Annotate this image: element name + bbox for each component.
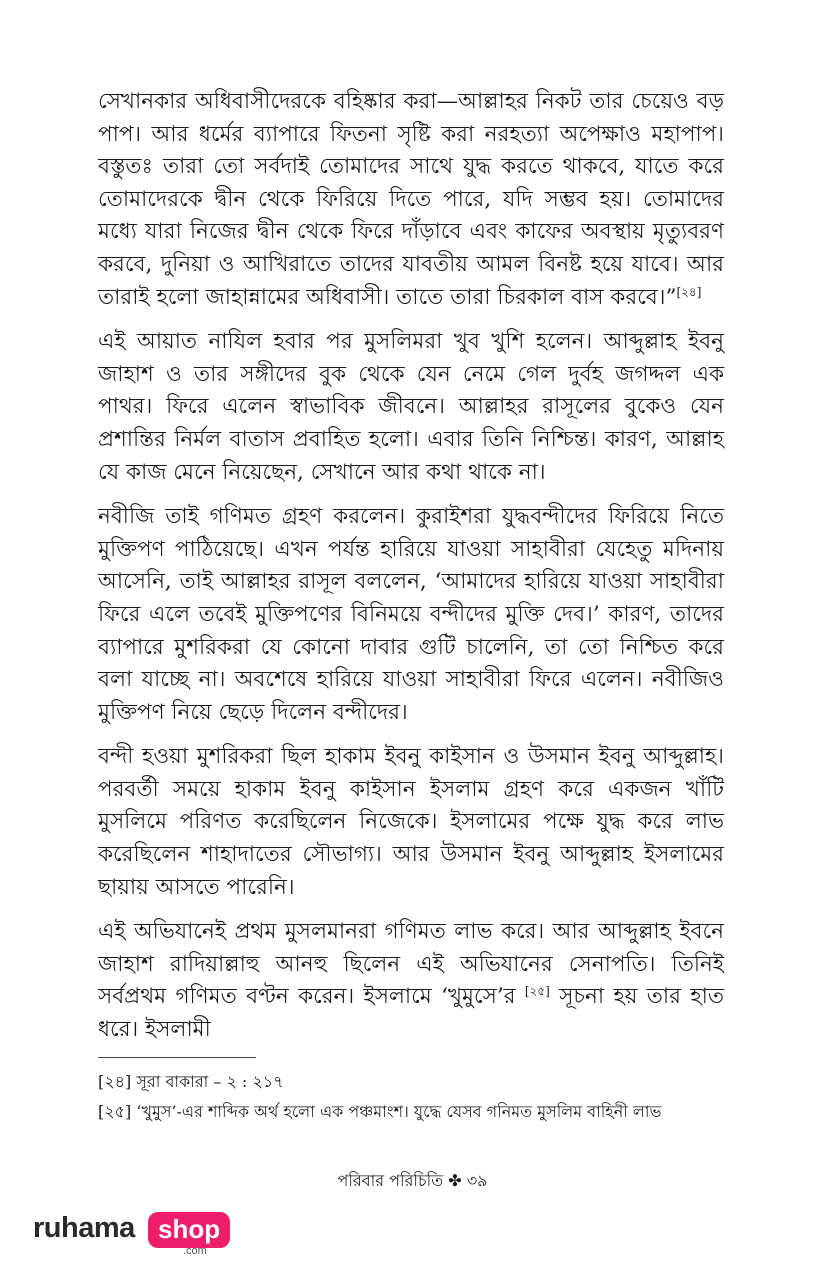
logo-shop-badge: shop	[148, 1212, 230, 1248]
paragraph-4: বন্দী হওয়া মুশরিকরা ছিল হাকাম ইবনু কাইসান ও উসমান ইবনু আব্দুল্লাহ। পরবর্তী সময়ে হাকাম ইবনু কাইসান ইসলাম গ্রহণ করে একজন খাঁটি মুসলিমে পরিণত করেছিলেন নিজেকে। ইসলামের পক্ষে যুদ্ধ করে লাভ করেছিলেন শাহাদাতের সৌভাগ্য। আর উসমান ইবনু আব্দুল্লাহ ইসলামের ছায়ায় আসতে পারেনি।	[98, 744, 724, 900]
footnote-25: [২৫] ‘খুমুস’-এর শাব্দিক অর্থ হলো এক পঞ্চমাংশ। যুদ্ধে যেসব গনিমত মুসলিম বাহিনী লাভ	[98, 1102, 662, 1121]
paragraph-5-text-a: এই অভিযানেই প্রথম মুসলমানরা গণিমত লাভ করে। আর আব্দুল্লাহ ইবনে জাহাশ রাদিয়াল্লাহু আনহু ছিলেন এই অভিযানের সেনাপতি। তিনিই সর্বপ্রথম গণিমত বণ্টন করেন। ইসলামে ‘খুমুসে’র	[98, 919, 724, 1010]
paragraph-1-text: সেখানকার অধিবাসীদেরকে বহিষ্কার করা—আল্লাহর নিকট তার চেয়েও বড় পাপ। আর ধর্মের ব্যাপারে ফিতনা সৃষ্টি করা নরহত্যা অপেক্ষাও মহাপাপ। বস্তুতঃ তারা তো সর্বদাই তোমাদের সাথে যুদ্ধ করতে থাকবে, যাতে করে তোমাদেরকে দ্বীন থেকে ফিরিয়ে দিতে পারে, যদি সম্ভব হয়। তোমাদের মধ্যে যারা নিজের দ্বীন থেকে ফিরে দাঁড়াবে এবং কাফের অবস্থায় মৃত্যুবরণ করবে, দুনিয়া ও আখিরাতে তাদের যাবতীয় আমল বিনষ্ট হয়ে যাবে। আর তারাই হলো জাহান্নামের অধিবাসী। তাতে তারা চিরকাল বাস করবে।”	[98, 89, 724, 310]
footnote-24: [২৪] সূরা বাকারা – ২ : ২১৭	[98, 1072, 284, 1091]
logo-domain: .com	[183, 1245, 207, 1257]
page-footer: পরিবার পরিচিতি ✤ ৩৯	[337, 1171, 488, 1190]
paragraph-1	[98, 86, 724, 314]
paragraph-2: এই আয়াত নাযিল হবার পর মুসলিমরা খুব খুশি হলেন। আব্দুল্লাহ ইবনু জাহাশ ও তার সঙ্গীদের বুক থেকে যেন নেমে গেল দুর্বহ জগদ্দল এক পাথর। ফিরে এলেন স্বাভাবিক জীবনে। আল্লাহর রাসূলের বুকেও যেন প্রশান্তির নির্মল বাতাস প্রবাহিত হলো। এবার তিনি নিশ্চিন্ত। কারণ, আল্লাহ যে কাজ মেনে নিয়েছেন, সেখানে আর কথা থাকে না।	[98, 329, 724, 485]
footnote-divider	[98, 1057, 256, 1058]
footnote-ref-24[interactable]: [২৪]	[676, 284, 702, 299]
footnote-ref-25[interactable]: [২৫]	[524, 984, 550, 999]
page-body	[98, 86, 724, 1059]
paragraph-5	[98, 916, 724, 1046]
logo-text: ruhama	[33, 1212, 135, 1244]
paragraph-5-text-b: সূচনা হয় তার হাত ধরে। ইসলামী	[98, 984, 724, 1043]
paragraph-3: নবীজি তাই গণিমত গ্রহণ করলেন। কুরাইশরা যুদ্ধবন্দীদের ফিরিয়ে নিতে মুক্তিপণ পাঠিয়েছে। এখন পর্যন্ত হারিয়ে যাওয়া সাহাবীরা যেহেতু মদিনায় আসেনি, তাই আল্লাহর রাসূল বললেন, ‘আমাদের হারিয়ে যাওয়া সাহাবীরা ফিরে এলে তবেই মুক্তিপণের বিনিময়ে বন্দীদের মুক্তি দেব।’ কারণ, তাদের ব্যাপারে মুশরিকরা যে কোনো দাবার গুটি চালেনি, তা তো নিশ্চিত করে বলা যাচ্ছে না। অবশেষে হারিয়ে যাওয়া সাহাবীরা ফিরে এলেন। নবীজিও মুক্তিপণ নিয়ে ছেড়ে দিলেন বন্দীদের।	[98, 504, 724, 725]
